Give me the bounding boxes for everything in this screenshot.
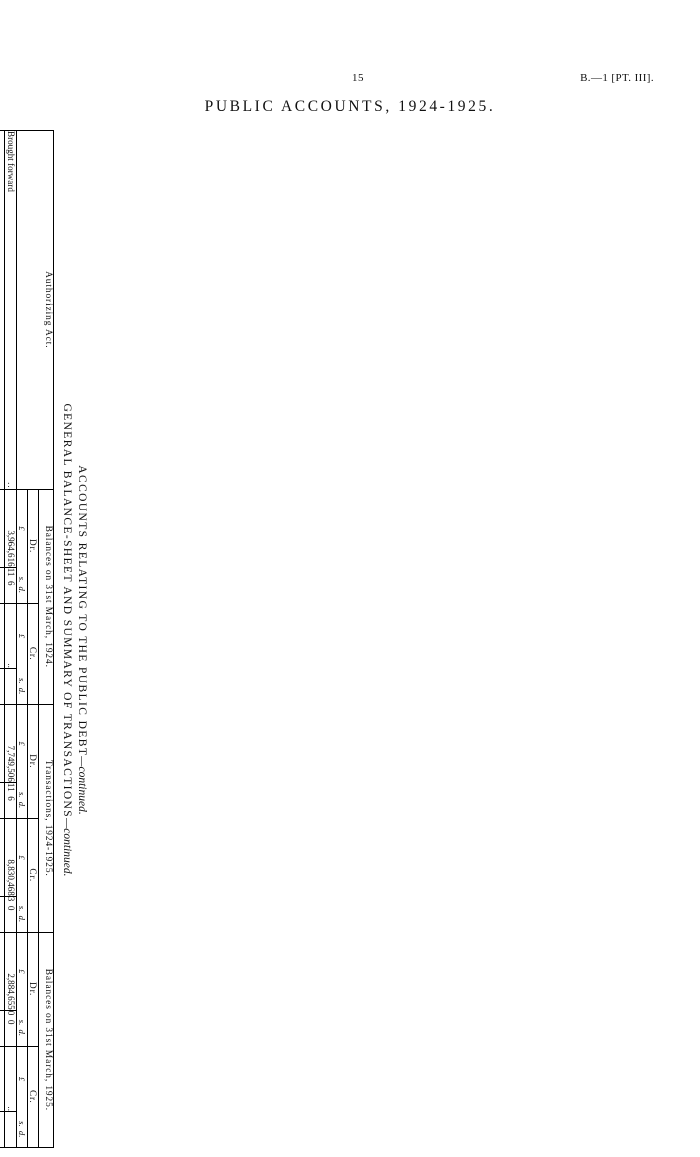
col-bal1925-dr: Dr.: [28, 932, 39, 1046]
sym-b24-dr-pounds: £: [17, 489, 28, 567]
bal1924-cr-amount: ..: [5, 603, 17, 668]
col-authorizing-act-sym: [17, 131, 28, 490]
sym-tr-dr-pounds: £: [17, 704, 28, 782]
sym-tr-dr-sd: s. d.: [17, 782, 28, 818]
spacer-row: [0, 131, 5, 1148]
sheet-title-line-1-text: ACCOUNTS RELATING TO THE PUBLIC DEBT: [76, 465, 88, 757]
sym-b24-cr-sd: s. d.: [17, 668, 28, 704]
col-bal1924-dr: Dr.: [28, 489, 39, 603]
table-body: [0, 131, 17, 1148]
col-bal1924-cr: Cr.: [28, 603, 39, 704]
bal1924-cr-shillings-pence: [5, 668, 17, 704]
spacer-cell: [0, 603, 5, 668]
col-group-balances-1925: Balances on 31st March, 1925.: [39, 932, 54, 1147]
trans-cr-amount: 8,830,468: [5, 818, 17, 896]
spacer-cell: [0, 818, 5, 896]
table-header-sub: [28, 131, 39, 1148]
col-group-balances-1924: Balances on 31st March, 1924.: [39, 489, 54, 704]
spacer-cell: [0, 782, 5, 818]
sheet-title-line-2-text: GENERAL BALANCE-SHEET AND SUMMARY OF TRANSACTIONS: [61, 403, 73, 819]
trans-cr-shillings-pence: 3 0: [5, 896, 17, 932]
spacer-cell: [0, 704, 5, 782]
spacer-cell: [0, 668, 5, 704]
table-header-symbols: [17, 131, 28, 1148]
brought-forward-label: Brought forward ..: [6, 131, 16, 489]
page-number: 15: [352, 72, 364, 84]
spacer-cell: [0, 932, 5, 1010]
col-authorizing-act: Authorizing Act.: [39, 131, 54, 490]
col-group-transactions: Transactions, 1924-1925.: [39, 704, 54, 932]
sym-tr-cr-sd: s. d.: [17, 896, 28, 932]
page-title: PUBLIC ACCOUNTS, 1924-1925.: [204, 98, 496, 115]
sym-b25-dr-pounds: £: [17, 932, 28, 1010]
bal1924-dr-shillings-pence: 11 6: [5, 567, 17, 603]
sym-b24-cr-pounds: £: [17, 603, 28, 668]
spacer-cell: [0, 567, 5, 603]
sheet-title-line-2-suffix: —continued.: [61, 818, 73, 877]
sym-tr-cr-pounds: £: [17, 818, 28, 896]
bal1925-dr-shillings-pence: 0 0: [5, 1010, 17, 1046]
brought-forward-row: [5, 131, 17, 1148]
spacer-cell: [0, 1111, 5, 1147]
col-trans-dr: Dr.: [28, 704, 39, 818]
spacer-cell: [0, 1046, 5, 1111]
spacer-cell: [0, 131, 5, 490]
table-header-groups: [39, 131, 54, 1148]
public-accounts-table: [0, 130, 54, 1148]
spacer-cell: [0, 896, 5, 932]
trans-dr-amount: 7,749,506: [5, 704, 17, 782]
sym-b25-dr-sd: s. d.: [17, 1010, 28, 1046]
col-trans-cr: Cr.: [28, 818, 39, 932]
spacer-cell: [0, 489, 5, 567]
bal1925-dr-amount: 2,884,655: [5, 932, 17, 1010]
sym-b25-cr-sd: s. d.: [17, 1111, 28, 1147]
col-authorizing-act-spacer: [28, 131, 39, 490]
document-reference: B.—1 [PT. III].: [580, 72, 654, 84]
bal1924-dr-amount: 3,964,616: [5, 489, 17, 567]
spacer-cell: [0, 1010, 5, 1046]
rotated-table-sheet: [0, 130, 88, 1150]
sym-b25-cr-pounds: £: [17, 1046, 28, 1111]
bal1925-cr-amount: ..: [5, 1046, 17, 1111]
sheet-title-line-1: [76, 130, 88, 1150]
sheet-title-line-1-suffix: —continued.: [76, 756, 88, 815]
bal1925-cr-shillings-pence: [5, 1111, 17, 1147]
sheet-title-line-2: [61, 130, 73, 1150]
col-bal1925-cr: Cr.: [28, 1046, 39, 1147]
trans-dr-shillings-pence: 11 6: [5, 782, 17, 818]
sym-b24-dr-sd: s. d.: [17, 567, 28, 603]
